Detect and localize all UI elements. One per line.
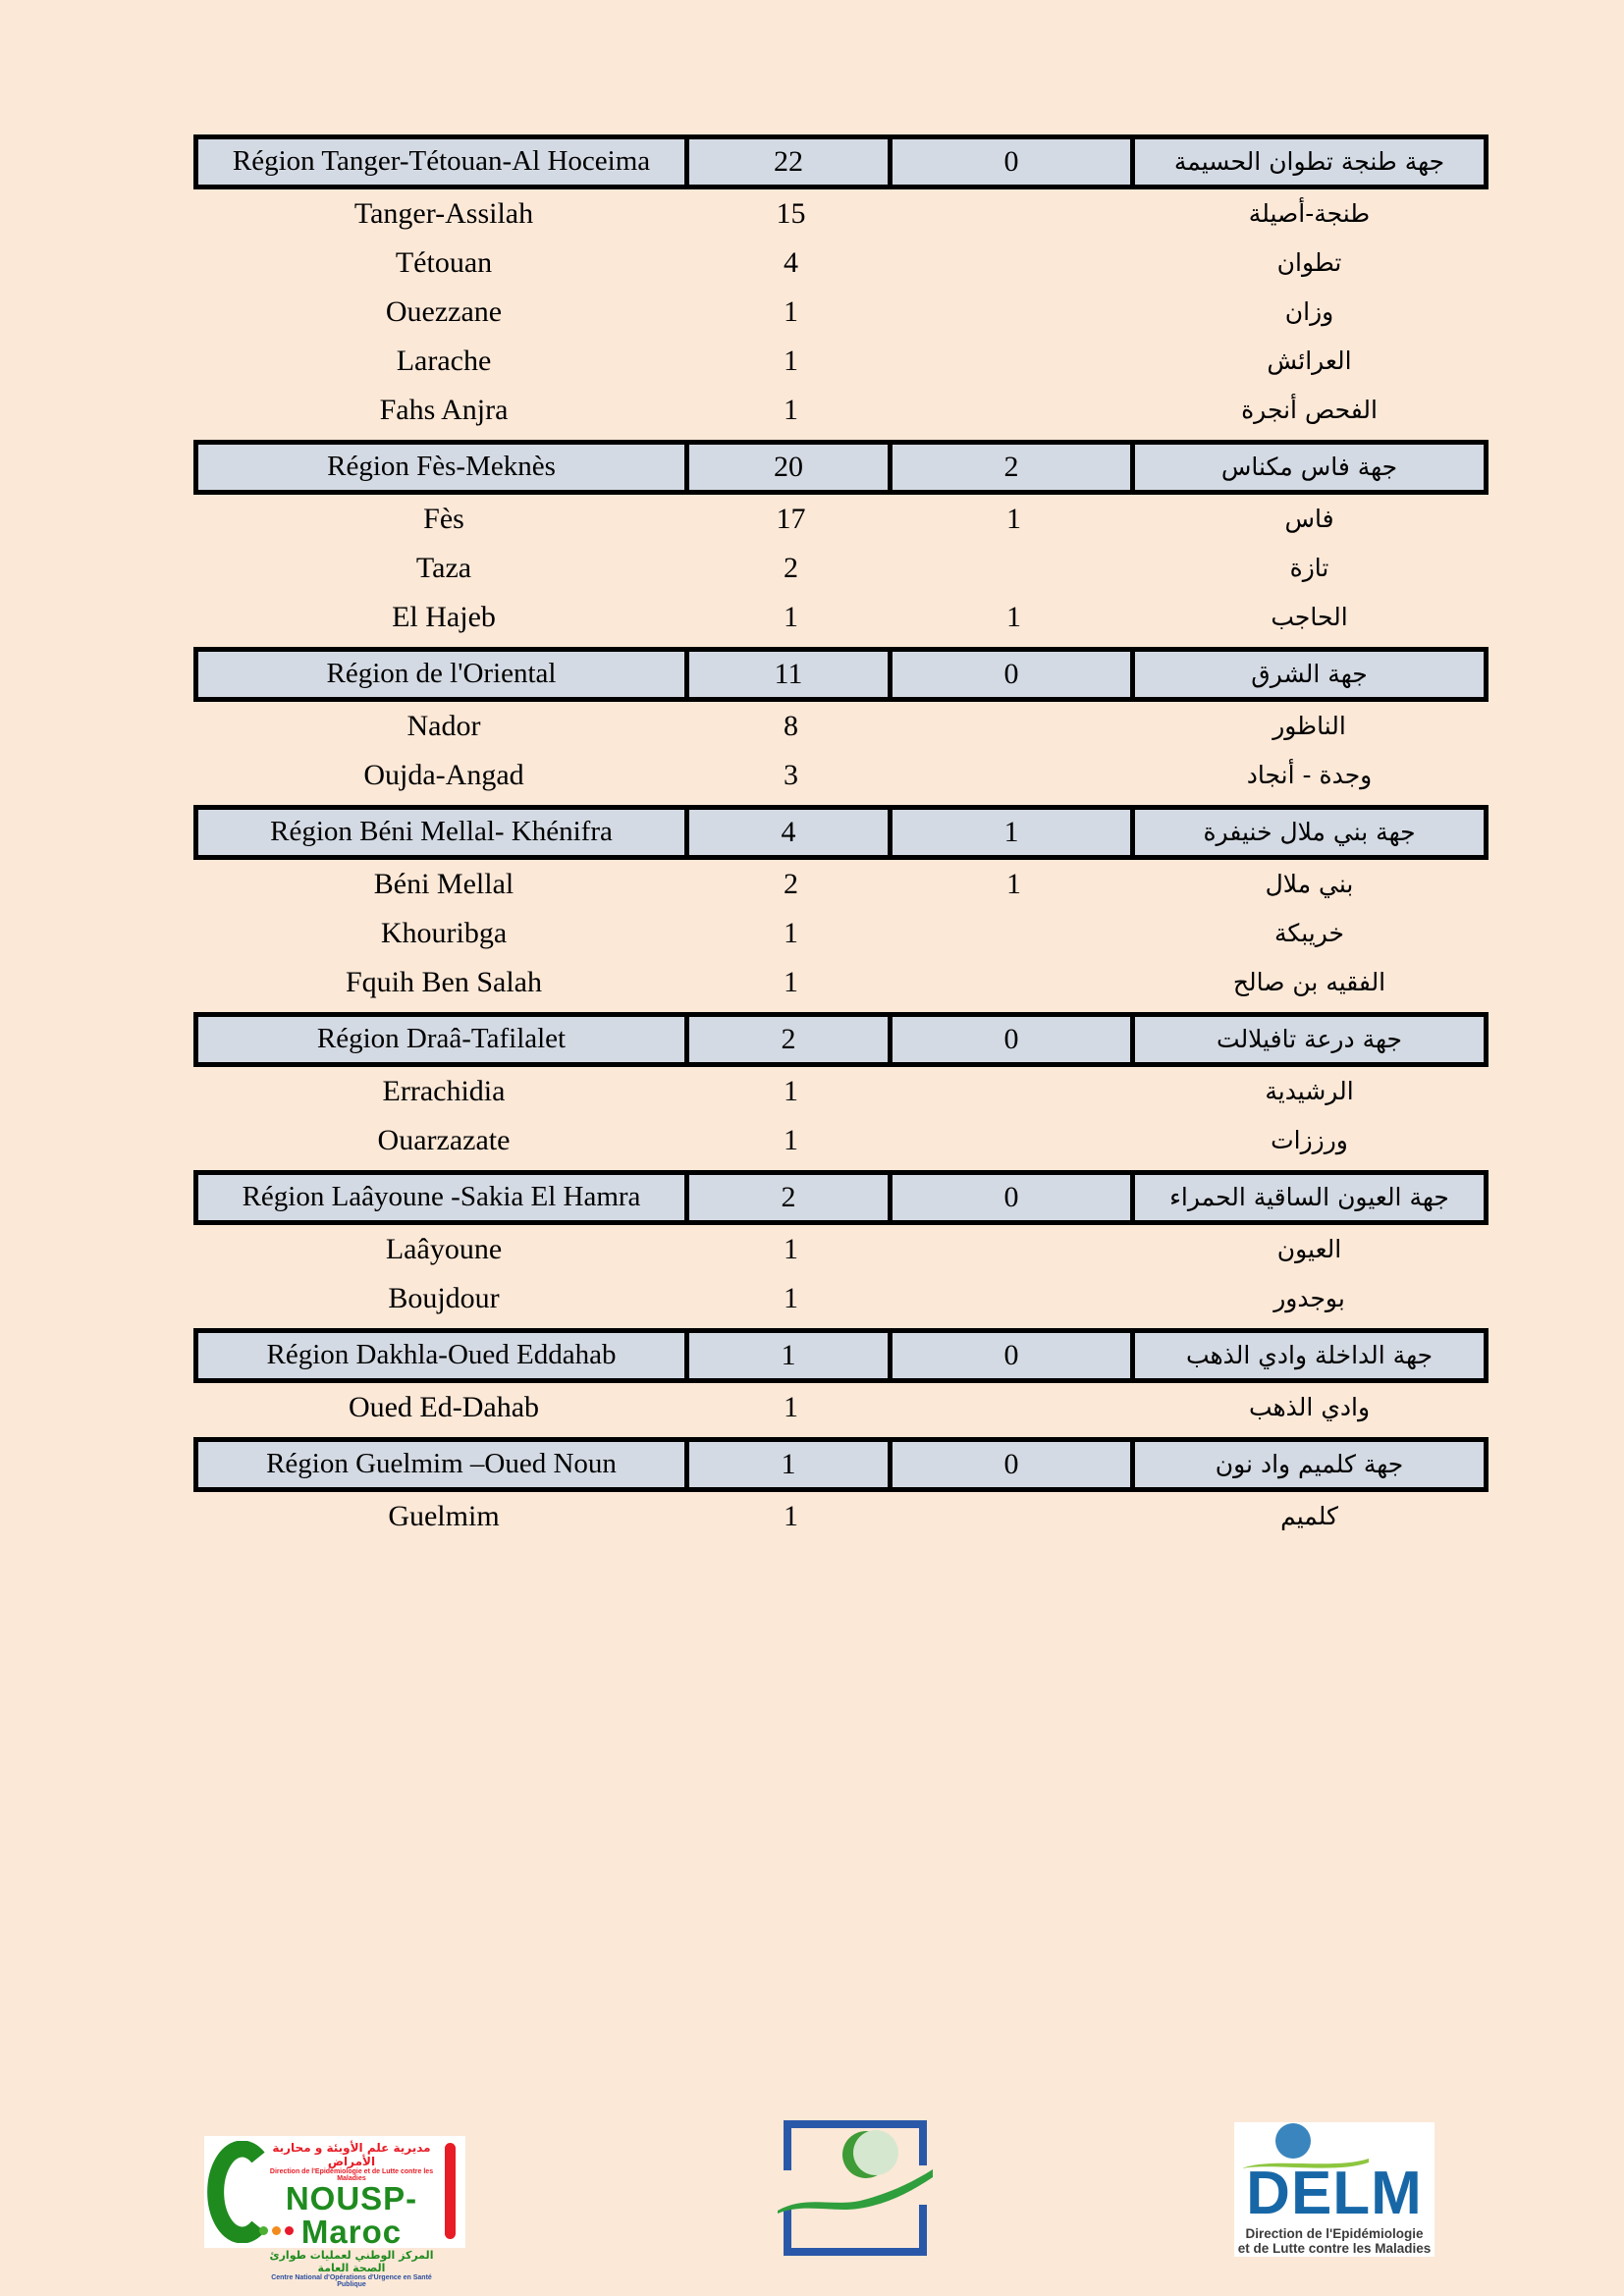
region-cases: 20	[689, 445, 893, 490]
region-name-ar: جهة بني ملال خنيفرة	[1203, 818, 1416, 846]
province-name-fr: Fquih Ben Salah	[346, 966, 542, 998]
province-name-fr: Nador	[406, 710, 481, 742]
province-name-ar: ورززات	[1271, 1126, 1348, 1154]
region-cases: 1	[689, 1333, 893, 1378]
region-deaths: 0	[893, 1333, 1135, 1378]
province-row	[193, 1225, 1489, 1274]
province-name-fr: Ouarzazate	[377, 1124, 511, 1156]
province-name-fr: Tanger-Assilah	[353, 197, 534, 230]
region-name-fr: Région Draâ-Tafilalet	[198, 1017, 689, 1062]
province-deaths	[893, 1225, 1135, 1274]
region-deaths: 0	[893, 1442, 1135, 1487]
region-header-row	[193, 1012, 1489, 1067]
region-header-row	[193, 805, 1489, 860]
province-name-fr: Errachidia	[382, 1075, 506, 1107]
region-cases: 4	[689, 810, 893, 855]
province-cases: 2	[784, 868, 798, 900]
region-header-row	[193, 440, 1489, 495]
delm-logo	[1234, 2122, 1435, 2257]
region-cases: 11	[689, 652, 893, 697]
region-cases: 22	[689, 139, 893, 185]
province-name-fr: Fahs Anjra	[379, 394, 509, 426]
province-deaths	[893, 386, 1135, 435]
province-name-fr: El Hajeb	[392, 601, 496, 633]
region-name-fr: Région Béni Mellal- Khénifra	[198, 810, 689, 855]
circle-icon	[1275, 2123, 1311, 2159]
region-name-fr: Région Dakhla-Oued Eddahab	[198, 1333, 689, 1378]
region-name-ar: جهة فاس مكناس	[1220, 453, 1398, 481]
region-deaths: 0	[893, 139, 1135, 185]
province-deaths	[893, 337, 1135, 386]
province-deaths: 1	[1006, 868, 1021, 900]
province-cases: 1	[784, 1075, 798, 1107]
province-name-ar: وجدة - أنجاد	[1246, 761, 1373, 789]
province-name-fr: Béni Mellal	[373, 868, 514, 900]
region-name-fr: Région Guelmim –Oued Noun	[198, 1442, 689, 1487]
region-deaths: 0	[893, 1017, 1135, 1062]
province-cases: 17	[776, 503, 806, 535]
crescent-icon	[842, 2130, 898, 2178]
province-deaths: 1	[1006, 503, 1021, 535]
province-deaths	[893, 1274, 1135, 1323]
region-deaths: 1	[893, 810, 1135, 855]
province-deaths	[893, 189, 1135, 239]
province-cases: 8	[784, 710, 798, 742]
province-deaths: 1	[1006, 601, 1021, 633]
province-cases: 1	[784, 1391, 798, 1423]
province-name-ar: العرائش	[1267, 347, 1352, 375]
province-row	[193, 958, 1489, 1007]
province-cases: 1	[784, 966, 798, 998]
province-deaths	[893, 909, 1135, 958]
province-name-fr: Fès	[423, 503, 464, 535]
province-row	[193, 288, 1489, 337]
province-row	[193, 544, 1489, 593]
region-name-fr: Région Fès-Meknès	[198, 445, 689, 490]
region-deaths: 0	[893, 652, 1135, 697]
province-row	[193, 495, 1489, 544]
province-name-ar: الناظور	[1272, 712, 1346, 740]
regions-table	[193, 134, 1489, 1541]
province-cases: 4	[784, 246, 798, 279]
province-cases: 1	[784, 917, 798, 949]
nousp-french-subtitle: Centre National d'Opérations d'Urgence en Santé Publique	[271, 2274, 432, 2288]
province-row	[193, 593, 1489, 642]
region-name-ar: جهة العيون الساقية الحمراء	[1169, 1183, 1449, 1211]
province-deaths	[893, 1116, 1135, 1165]
region-header-row	[193, 1328, 1489, 1383]
nousp-logo	[204, 2136, 465, 2288]
province-row	[193, 751, 1489, 800]
province-name-ar: الحاجب	[1271, 603, 1348, 631]
region-cases: 2	[689, 1017, 893, 1062]
region-name-fr: Région Laâyoune -Sakia El Hamra	[198, 1175, 689, 1220]
province-name-ar: كلميم	[1280, 1502, 1338, 1530]
region-name-ar: جهة كلميم واد نون	[1215, 1450, 1404, 1478]
province-deaths	[893, 1383, 1135, 1432]
province-row	[193, 189, 1489, 239]
crescent-icon	[206, 2141, 267, 2243]
delm-subtitle-line2: et de Lutte contre les Maladies	[1237, 2241, 1432, 2256]
region-header-row	[193, 647, 1489, 702]
province-cases: 1	[784, 295, 798, 328]
province-name-fr: Oujda-Angad	[363, 759, 524, 791]
province-row	[193, 702, 1489, 751]
red-bar-icon	[445, 2143, 456, 2239]
nousp-french-title: Direction de l'Epidémiologie et de Lutte contre les Maladies	[269, 2168, 434, 2182]
province-name-fr: Boujdour	[388, 1282, 500, 1314]
province-name-ar: وادي الذهب	[1248, 1393, 1371, 1421]
region-header-row	[193, 134, 1489, 189]
province-deaths	[893, 1067, 1135, 1116]
province-name-fr: Guelmim	[388, 1500, 500, 1532]
province-name-ar: تازة	[1289, 554, 1329, 582]
province-name-ar: فاس	[1284, 505, 1334, 533]
province-row	[193, 909, 1489, 958]
province-deaths	[893, 239, 1135, 288]
province-row	[193, 1492, 1489, 1541]
delm-subtitle-line1: Direction de l'Epidémiologie	[1245, 2226, 1424, 2241]
province-cases: 1	[784, 1124, 798, 1156]
province-deaths	[893, 958, 1135, 1007]
province-cases: 1	[784, 1233, 798, 1265]
region-cases: 1	[689, 1442, 893, 1487]
province-row	[193, 239, 1489, 288]
nousp-arabic-title: مديرية علم الأوبئة و محاربة الأمراض	[272, 2141, 431, 2168]
delm-subtitle	[1234, 2226, 1435, 2256]
province-cases: 3	[784, 759, 798, 791]
province-cases: 15	[776, 197, 806, 230]
region-name-ar: جهة درعة تافيلالت	[1217, 1025, 1402, 1053]
province-name-ar: طنجة-أصيلة	[1248, 199, 1371, 228]
province-name-ar: بوجدور	[1273, 1284, 1345, 1312]
nousp-name: NOUSP-Maroc	[285, 2180, 418, 2250]
province-row	[193, 1116, 1489, 1165]
province-name-fr: Oued Ed-Dahab	[348, 1391, 540, 1423]
province-name-ar: الرشيدية	[1265, 1077, 1354, 1105]
nousp-arabic-subtitle: المركز الوطني لعمليات طوارئ الصحة العامة	[269, 2249, 434, 2274]
province-name-ar: تطوان	[1276, 248, 1342, 277]
province-deaths	[893, 1492, 1135, 1541]
province-name-fr: Tétouan	[395, 246, 493, 279]
province-cases: 2	[784, 552, 798, 584]
region-cases: 2	[689, 1175, 893, 1220]
region-deaths: 0	[893, 1175, 1135, 1220]
region-header-row	[193, 1170, 1489, 1225]
province-name-fr: Khouribga	[380, 917, 508, 949]
region-name-fr: Région de l'Oriental	[198, 652, 689, 697]
region-name-ar: جهة طنجة تطوان الحسيمة	[1173, 147, 1445, 176]
province-name-fr: Ouezzane	[385, 295, 503, 328]
province-name-fr: Taza	[415, 552, 472, 584]
province-name-ar: بني ملال	[1265, 870, 1354, 898]
province-deaths	[893, 702, 1135, 751]
ministry-health-logo	[778, 2114, 933, 2262]
province-name-ar: العيون	[1276, 1235, 1342, 1263]
region-name-fr: Région Tanger-Tétouan-Al Hoceima	[198, 139, 689, 185]
region-name-ar: جهة الداخلة وادي الذهب	[1185, 1341, 1434, 1369]
province-row	[193, 386, 1489, 435]
province-cases: 1	[784, 601, 798, 633]
province-cases: 1	[784, 1282, 798, 1314]
province-name-ar: خريبكة	[1274, 919, 1344, 947]
dots-icon	[259, 2226, 294, 2235]
province-name-ar: وزان	[1284, 297, 1334, 326]
region-deaths: 2	[893, 445, 1135, 490]
province-row	[193, 860, 1489, 909]
province-cases: 1	[784, 1500, 798, 1532]
province-row	[193, 1383, 1489, 1432]
province-name-ar: الفقيه بن صالح	[1232, 968, 1386, 996]
province-name-fr: Laâyoune	[385, 1233, 503, 1265]
wave-icon	[778, 2169, 933, 2214]
region-header-row	[193, 1437, 1489, 1492]
province-name-ar: الفحص أنجرة	[1241, 396, 1378, 424]
province-deaths	[893, 751, 1135, 800]
province-cases: 1	[784, 394, 798, 426]
province-name-fr: Larache	[396, 345, 492, 377]
province-deaths	[893, 288, 1135, 337]
delm-name: DELM	[1246, 2160, 1423, 2227]
province-cases: 1	[784, 345, 798, 377]
province-row	[193, 1274, 1489, 1323]
province-row	[193, 1067, 1489, 1116]
province-row	[193, 337, 1489, 386]
region-name-ar: جهة الشرق	[1251, 660, 1368, 688]
province-deaths	[893, 544, 1135, 593]
